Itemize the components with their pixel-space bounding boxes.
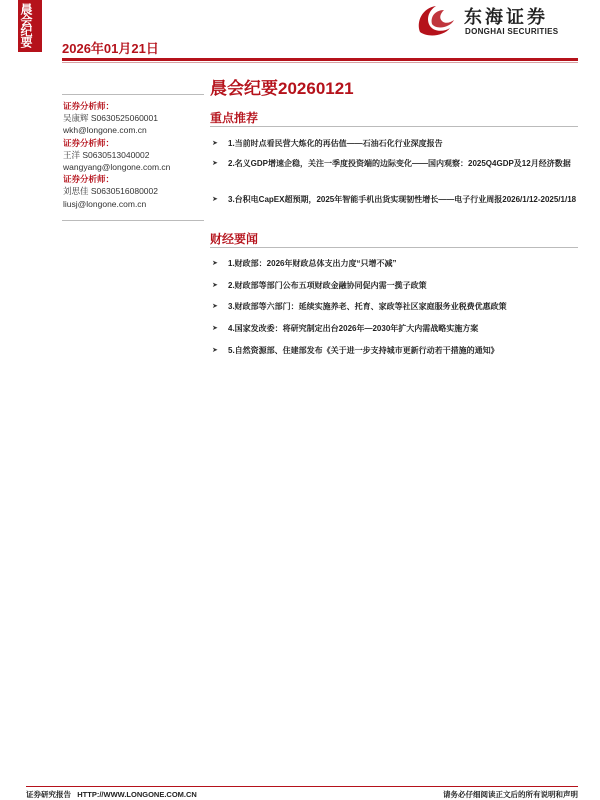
list-item[interactable] (212, 300, 578, 313)
list-item[interactable] (212, 157, 578, 170)
footer-rule (26, 786, 578, 787)
report-title: 晨会纪要20260121 (210, 79, 354, 98)
logo (414, 2, 584, 38)
list-item-text: 5.自然资源部、住建部发布《关于进一步支持城市更新行动若干措施的通知》 (228, 346, 499, 355)
analyst-email[interactable]: liusj@longone.com.cn (63, 198, 147, 209)
analyst-email[interactable]: wangyang@longone.com.cn (63, 162, 171, 173)
analyst-top-rule (62, 94, 204, 95)
analyst-entry (63, 137, 203, 174)
analyst-entry (63, 100, 203, 137)
footer-disclaimer: 请务必仔细阅读正文后的所有说明和声明 (443, 790, 578, 799)
list-item[interactable] (212, 193, 578, 206)
section-heading-news: 财经要闻 (210, 232, 259, 246)
list-item-text: 1.财政部：2026年财政总体支出力度“只增不减” (228, 259, 397, 268)
analyst-entry (63, 173, 203, 210)
list-item-text: 4.国家发改委：将研究制定出台2026年—2030年扩大内需战略实施方案 (228, 324, 479, 333)
report-date: 2026年01月21日 (62, 41, 159, 56)
list-item[interactable] (212, 344, 578, 357)
arrow-bullet-icon: ➤ (212, 303, 218, 310)
analyst-list (63, 100, 203, 210)
arrow-bullet-icon: ➤ (212, 260, 218, 267)
list-item[interactable] (212, 322, 578, 335)
list-item-text: 3.财政部等六部门：延续实施养老、托育、家政等社区家庭服务业税费优惠政策 (228, 302, 507, 311)
analyst-email[interactable]: wkh@longone.com.cn (63, 125, 147, 136)
list-item-text: 2.名义GDP增速企稳，关注一季度投资端的边际变化——国内观察：2025Q4GDP及12月经济数据 (228, 159, 571, 168)
list-item-text: 2.财政部等部门公布五项财政金融协同促内需一揽子政策 (228, 281, 427, 290)
analyst-name: 王洋 S0630513040002 (63, 149, 150, 160)
list-item[interactable] (212, 257, 578, 270)
logo-mark-icon (414, 2, 458, 38)
arrow-bullet-icon: ➤ (212, 325, 218, 332)
logo-chinese-name: 东海证券 (464, 7, 548, 28)
header-rule (62, 58, 578, 61)
list-item[interactable] (212, 279, 578, 292)
section-rule-news (210, 247, 578, 248)
list-item-text: 1.当前时点看民营大炼化的再估值——石油石化行业深度报告 (228, 139, 443, 148)
header-rule-thin (62, 62, 578, 63)
analyst-role: 证券分析师： (63, 101, 115, 111)
analyst-name: 刘思佳 S0630516080002 (63, 186, 158, 197)
arrow-bullet-icon: ➤ (212, 140, 218, 147)
analyst-role: 证券分析师： (63, 174, 115, 185)
arrow-bullet-icon: ➤ (212, 196, 218, 203)
section-rule-key (210, 126, 578, 127)
section-heading-key: 重点推荐 (210, 111, 259, 125)
analyst-bottom-rule (62, 220, 204, 221)
list-item-text: 3.台积电CapEX超预期，2025年智能手机出货实现韧性增长——电子行业周报2026/1/12-2025/1/18 (228, 195, 577, 204)
arrow-bullet-icon: ➤ (212, 347, 218, 354)
analyst-name: 吴康辉 S0630525060001 (63, 113, 158, 124)
analyst-role: 证券分析师： (63, 137, 115, 148)
logo-english-name: DONGHAI SECURITIES (465, 27, 559, 36)
list-item[interactable] (212, 137, 578, 150)
sidebar-tab: 晨会纪要 (18, 0, 42, 52)
footer-left-text[interactable]: 证券研究报告 HTTP://WWW.LONGONE.COM.CN (26, 790, 197, 799)
arrow-bullet-icon: ➤ (212, 160, 218, 167)
arrow-bullet-icon: ➤ (212, 282, 218, 289)
